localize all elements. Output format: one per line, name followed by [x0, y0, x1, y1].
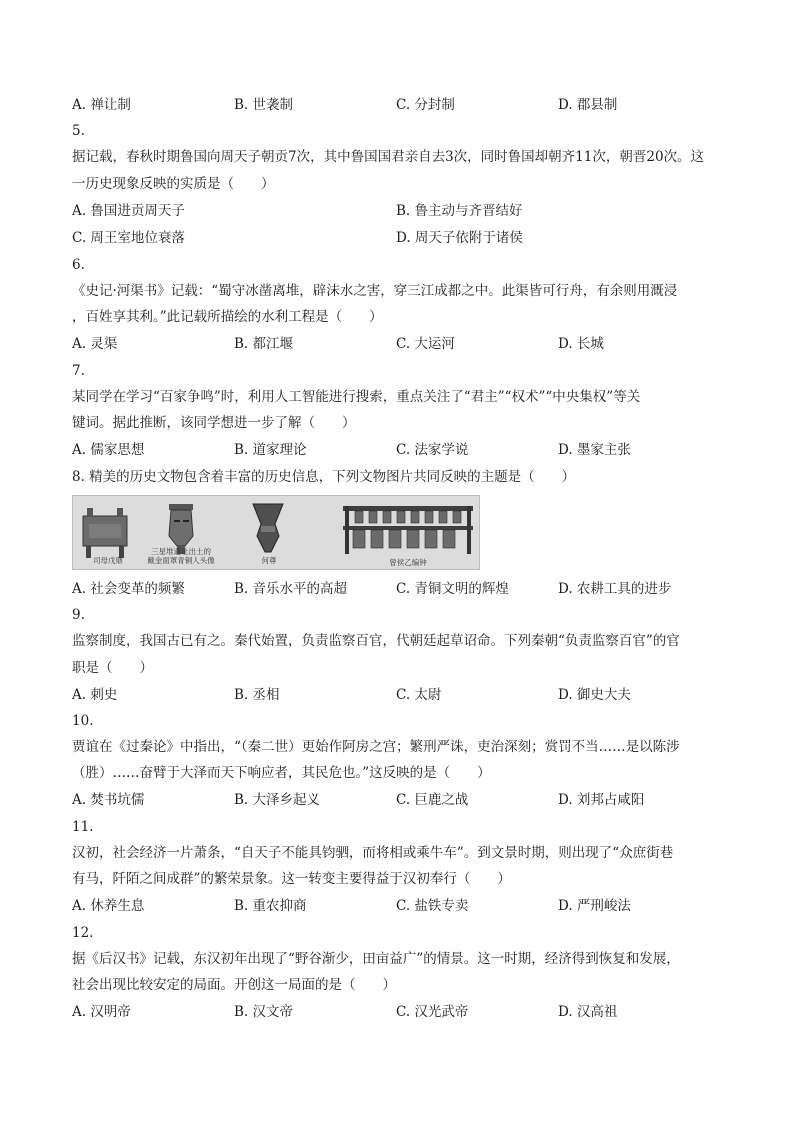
q9-stem-line-1: 监察制度，我国古已有之。秦代始置，负责监察百官，代朝廷起草诏命。下列秦朝“负责监察百官”的官 — [72, 633, 680, 649]
q10-number: 10. — [72, 713, 94, 729]
q9-option-c: C. 太尉 — [396, 687, 442, 703]
q12-option-a: A. 汉明帝 — [72, 1004, 131, 1020]
q8-option-b: B. 音乐水平的高超 — [234, 581, 348, 597]
q10-stem-line-1: 贾谊在《过秦论》中指出，“（秦二世）更始作阿房之宫；繁刑严诛，吏治深刻；赏罚不当……是以陈涉 — [72, 739, 680, 755]
q11-number: 11. — [72, 819, 94, 835]
q12-option-c: C. 汉光武帝 — [396, 1004, 469, 1020]
q8-option-a: A. 社会变革的频繁 — [72, 581, 185, 597]
q10-option-c: C. 巨鹿之战 — [396, 792, 469, 808]
bianzhong-bells-illustration — [343, 506, 473, 554]
ding-illustration — [83, 508, 127, 558]
q11-option-d: D. 严刑峻法 — [558, 898, 631, 914]
q11-stem-line-1: 汉初，社会经济一片萧条，“自天子不能具钧驷，而将相或乘牛车”。到文景时期，则出现了“众庶街巷 — [72, 845, 674, 861]
q6-stem-line-2: ，百姓享其利。”此记载所描绘的水利工程是（ ） — [72, 309, 383, 325]
q8-stem: 8. 精美的历史文物包含着丰富的历史信息，下列文物图片共同反映的主题是（ ） — [72, 469, 576, 485]
q5-stem-line-1: 据记载，春秋时期鲁国向周天子朝贡7次，其中鲁国国君亲自去3次，同时鲁国却朝齐11次，朝晋20次。这 — [72, 149, 705, 165]
q5-number: 5. — [72, 123, 85, 139]
caption-sanxingdui-line-1: 三星堆遗址出土的 — [151, 547, 211, 556]
q4-option-d: D. 郡县制 — [558, 97, 618, 113]
q9-option-a: A. 刺史 — [72, 687, 118, 703]
q12-option-b: B. 汉文帝 — [234, 1004, 294, 1020]
q4-option-c: C. 分封制 — [396, 97, 455, 113]
artifact-photo-strip — [72, 495, 480, 570]
q11-option-a: A. 休养生息 — [72, 898, 145, 914]
q11-stem-line-2: 有马，阡陌之间成群”的繁荣景象。这一转变主要得益于汉初奉行（ ） — [72, 871, 511, 887]
q9-option-b: B. 丞相 — [234, 687, 280, 703]
q9-option-d: D. 御史大夫 — [558, 687, 631, 703]
caption-ding: 司母戊鼎 — [93, 556, 123, 565]
caption-sanxingdui-line-2: 戴金面罩青铜人头像 — [147, 556, 215, 565]
q7-option-a: A. 儒家思想 — [72, 442, 145, 458]
q5-option-a: A. 鲁国进贡周天子 — [72, 203, 185, 219]
q6-number: 6. — [72, 257, 85, 273]
q10-option-d: D. 刘邦占咸阳 — [558, 792, 645, 808]
q10-option-a: A. 焚书坑儒 — [72, 792, 145, 808]
q7-stem-line-1: 某同学在学习“百家争鸣”时，利用人工智能进行搜索，重点关注了“君主”“权术”“中央集权”等关 — [72, 389, 641, 405]
q12-stem-line-2: 社会出现比较安定的局面。开创这一局面的是（ ） — [72, 977, 396, 993]
q8-option-d: D. 农耕工具的进步 — [558, 581, 672, 597]
q9-number: 9. — [72, 607, 85, 623]
q6-option-c: C. 大运河 — [396, 336, 455, 352]
caption-zun: 何尊 — [261, 556, 277, 565]
q4-option-a: A. 禅让制 — [72, 97, 131, 113]
q7-stem-line-2: 键词。据此推断，该同学想进一步了解（ ） — [72, 415, 356, 431]
zun-vessel-illustration — [253, 504, 283, 552]
q7-option-b: B. 道家理论 — [234, 442, 307, 458]
q7-option-d: D. 墨家主张 — [558, 442, 631, 458]
q7-option-c: C. 法家学说 — [396, 442, 469, 458]
q12-number: 12. — [72, 925, 94, 941]
q5-stem-line-2: 一历史现象反映的实质是（ ） — [72, 176, 275, 192]
q6-stem-line-1: 《史记·河渠书》记载：“蜀守冰凿离堆，辟沫水之害，穿三江成都之中。此渠皆可行舟，有余则用溉浸 — [72, 283, 678, 299]
caption-bianzhong: 曾侯乙编钟 — [389, 558, 427, 567]
q12-option-d: D. 汉高祖 — [558, 1004, 618, 1020]
q5-option-d: D. 周天子依附于诸侯 — [396, 230, 523, 246]
q6-option-d: D. 长城 — [558, 336, 604, 352]
q11-option-c: C. 盐铁专卖 — [396, 898, 469, 914]
q9-stem-line-2: 职是（ ） — [72, 660, 153, 676]
q5-option-b: B. 鲁主动与齐晋结好 — [396, 203, 523, 219]
q10-option-b: B. 大泽乡起义 — [234, 792, 321, 808]
q12-stem-line-1: 据《后汉书》记载，东汉初年出现了“野谷渐少，田亩益广”的情景。这一时期，经济得到恢复和发展， — [72, 951, 680, 967]
q11-option-b: B. 重农抑商 — [234, 898, 307, 914]
q7-number: 7. — [72, 363, 85, 379]
q10-stem-line-2: （胜）……奋臂于大泽而天下响应者，其民危也。”这反映的是（ ） — [72, 765, 491, 781]
q6-option-a: A. 灵渠 — [72, 336, 118, 352]
q6-option-b: B. 都江堰 — [234, 336, 294, 352]
q8-option-c: C. 青铜文明的辉煌 — [396, 581, 509, 597]
q5-option-c: C. 周王室地位衰落 — [72, 230, 185, 246]
q4-option-b: B. 世袭制 — [234, 97, 294, 113]
